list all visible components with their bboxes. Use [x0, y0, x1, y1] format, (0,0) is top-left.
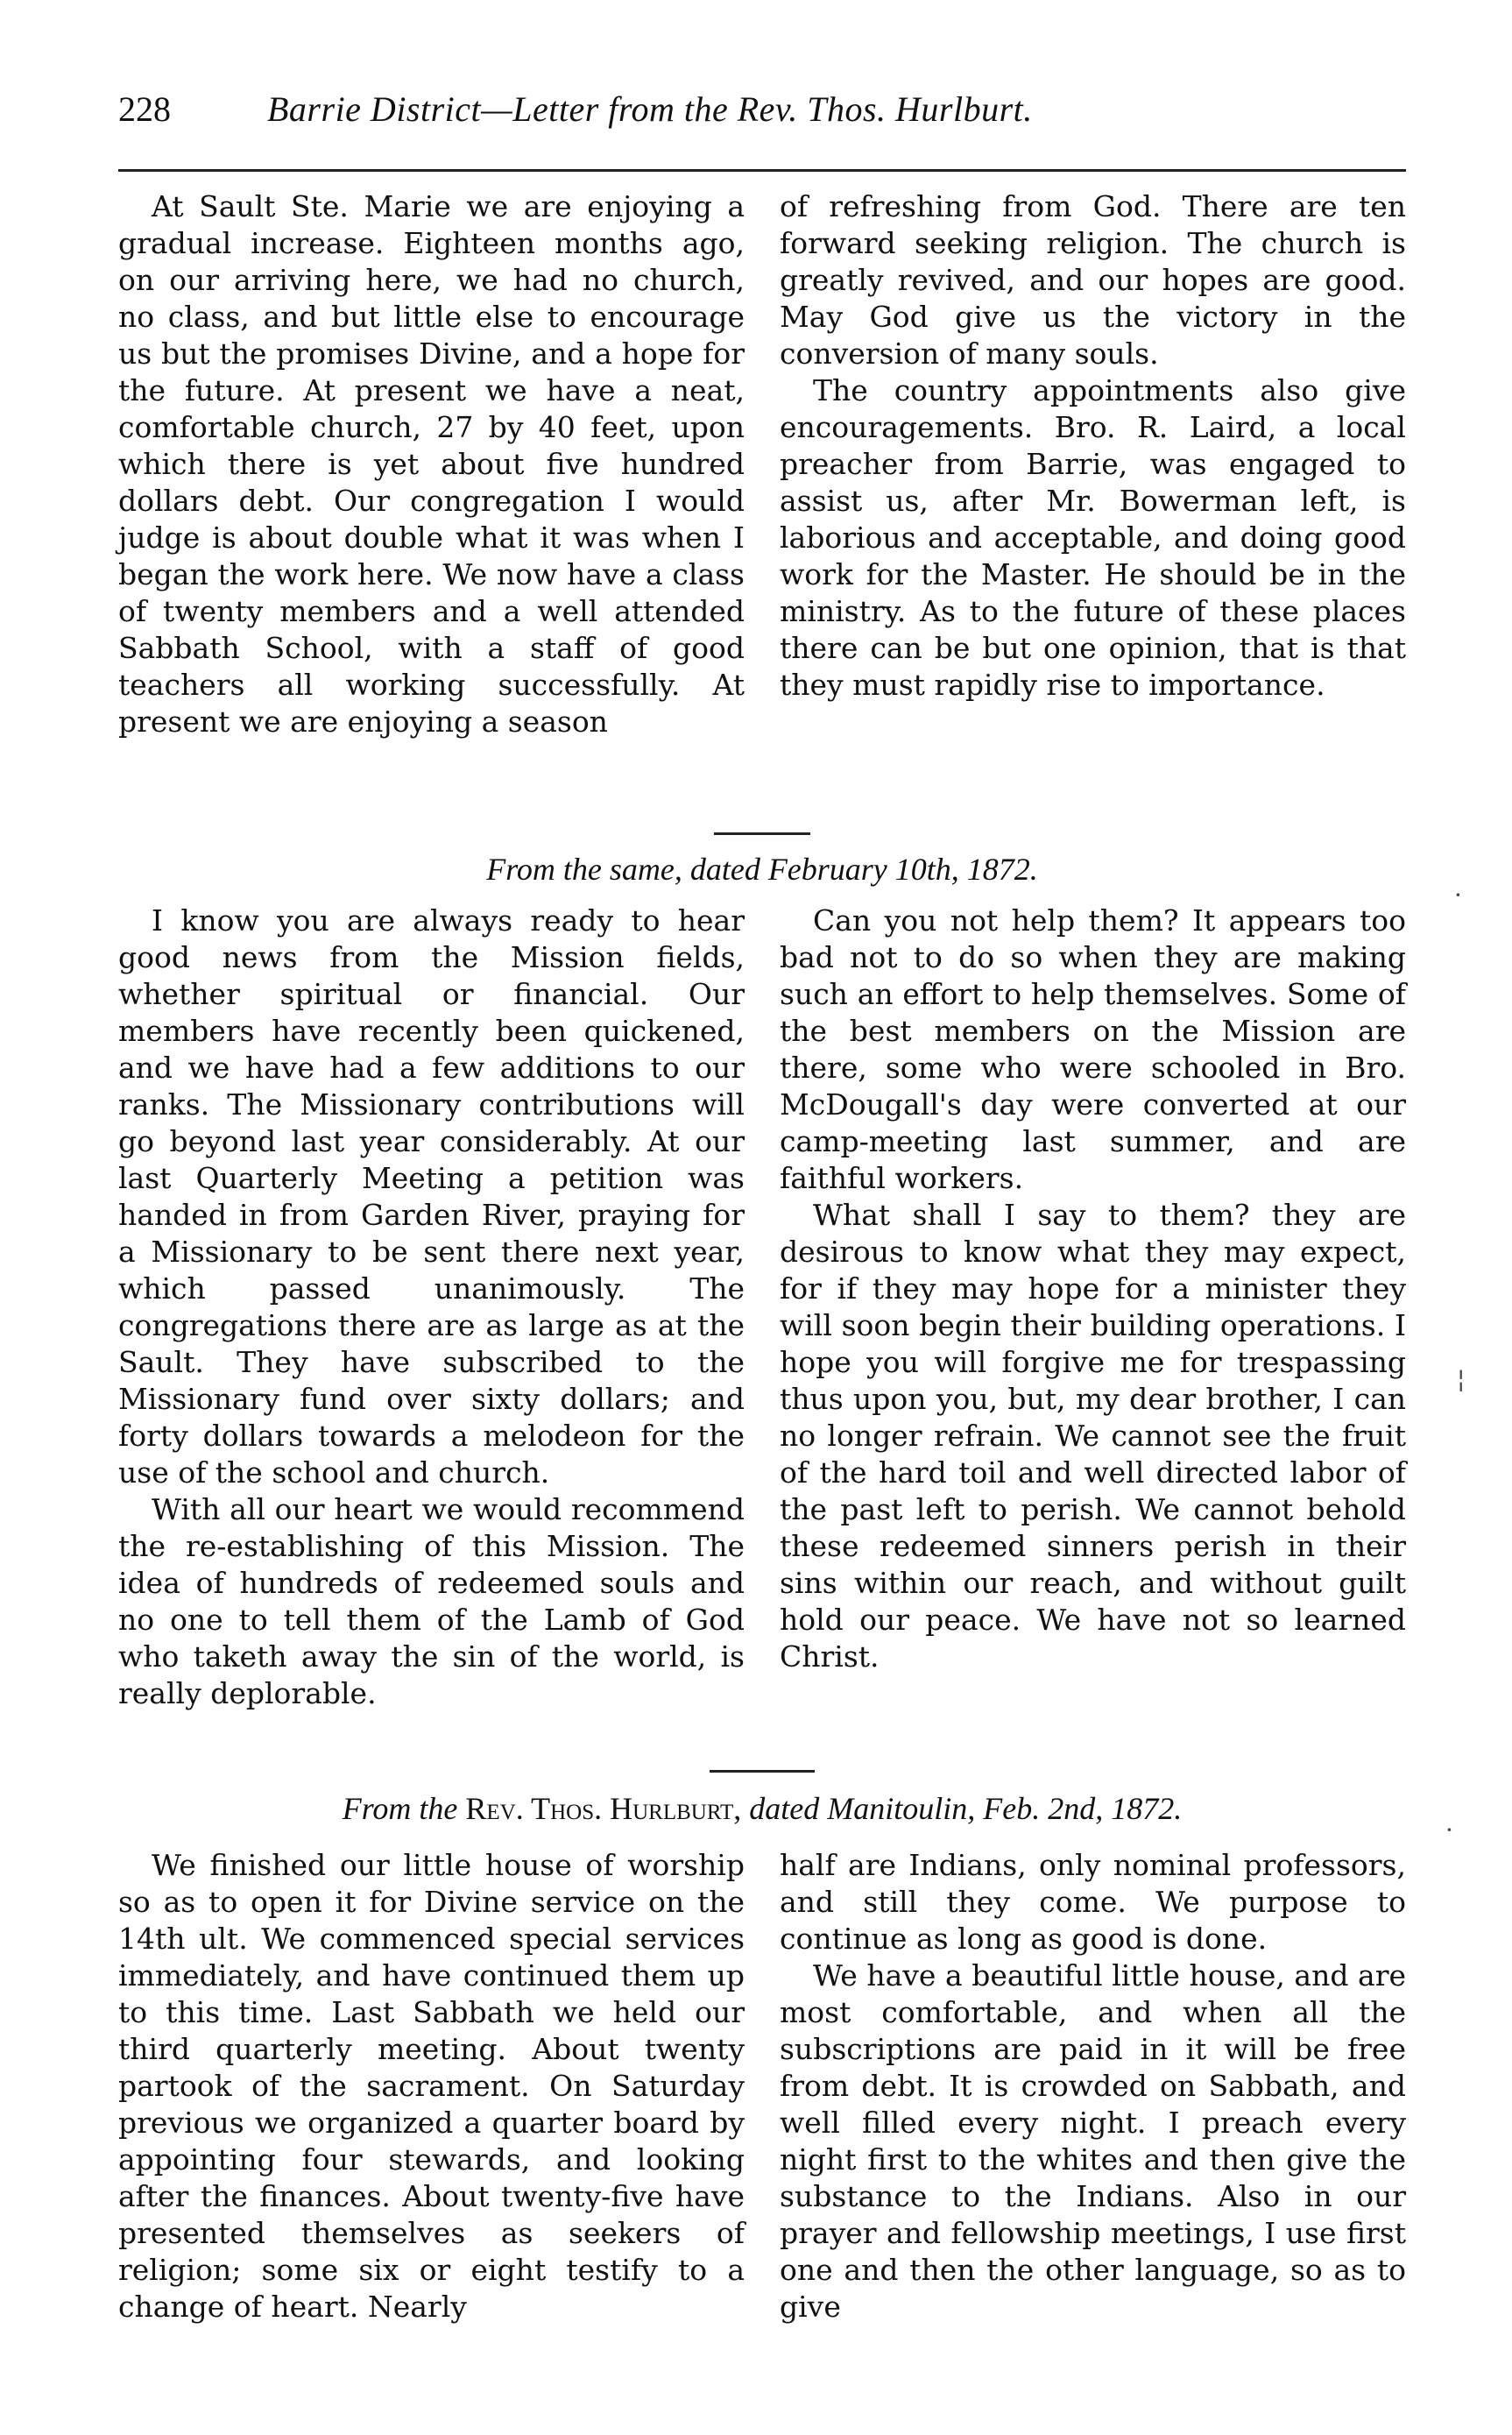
- running-title: Barrie District—Letter from the Rev. Thos. Hurlburt.: [267, 89, 1033, 129]
- section2-left-paragraph-1: I know you are always ready to hear good news from the Mission fields, whether spiritual or financial. Our members have recently been quickened, and we have had a few additions to our ranks. The Missionary contributions will go beyond last year considerably. At our last Quarterly Meeting a petition was handed in from Garden River, praying for a Missionary to be sent there next year, which passed unanimously. The congregations there are as large as at the Sault. They have subscribed to the Missionary fund over sixty dollars; and forty dollars towards a melodeon for the use of the school and church.: [118, 903, 745, 1490]
- margin-speck: ·: [1445, 1816, 1453, 1844]
- section1-left-column: [118, 188, 745, 740]
- margin-speck: ·: [1454, 881, 1462, 910]
- section2-heading: From the same, dated February 10th, 1872.: [486, 852, 1038, 887]
- section-divider-1: [714, 832, 810, 835]
- section3-left-paragraph: We finished our little house of worship so as to open it for Divine service on the 14th ult. We commenced special services immediately, and have continued them up to this time. Last Sabbath we held our third quarterly meeting. About twenty partook of the sacrament. On Saturday previous we organized a quarter board by appointing four stewards, and looking after the finances. About twenty-five have presented themselves as seekers of religion; some six or eight testify to a change of heart. Nearly: [118, 1848, 745, 2324]
- section1-right-paragraph-1: of refreshing from God. There are ten forward seeking religion. The church is greatly revived, and our hopes are good. May God give us the victory in the conversion of many souls.: [780, 189, 1406, 371]
- page-number: 228: [118, 89, 171, 129]
- section3-left-column: [118, 1847, 745, 2325]
- section-divider-2: [710, 1770, 815, 1773]
- section3-right-paragraph-2: We have a beautiful little house, and are most comfortable, and when all the subscriptions are paid in it will be free from debt. It is crowded on Sabbath, and well filled every night. I preach every night first to the whites and then give the substance to the Indians. Also in our prayer and fellowship meetings, I use first one and then the other language, so as to give: [780, 1958, 1406, 2324]
- section1-left-paragraph: At Sault Ste. Marie we are enjoying a gradual increase. Eighteen months ago, on our arriving here, we had no church, no class, and but little else to encourage us but the promises Divine, and a hope for the future. At present we have a neat, comfortable church, 27 by 40 feet, upon which there is yet about five hundred dollars debt. Our congregation I would judge is about double what it was when I began the work here. We now have a class of twenty members and a well attended Sabbath School, with a staff of good teachers all working successfully. At present we are enjoying a season: [118, 189, 745, 739]
- section1-right-paragraph-2: The country appointments also give encouragements. Bro. R. Laird, a local preacher from Barrie, was engaged to assist us, after Mr. Bowerman left, is laborious and acceptable, and doing good work for the Master. He should be in the ministry. As to the future of these places there can be but one opinion, that is that they must rapidly rise to importance.: [780, 373, 1406, 702]
- section2-left-paragraph-2: With all our heart we would recommend the re-establishing of this Mission. The idea of hundreds of redeemed souls and no one to tell them of the Lamb of God who taketh away the sin of the world, is really deplorable.: [118, 1492, 745, 1710]
- section3-heading: [118, 1787, 1406, 1830]
- page-header: [118, 83, 1406, 136]
- section2-right-column: [780, 903, 1406, 1675]
- section2-left-column: [118, 903, 745, 1712]
- header-rule: [118, 169, 1406, 172]
- section1-right-column: [780, 188, 1406, 704]
- section3-right-column: [780, 1847, 1406, 2325]
- section3-heading-name: Rev. Thos. Hurlburt,: [465, 1791, 742, 1826]
- section2-right-paragraph-1: Can you not help them? It appears too bad not to do so when they are making such an effort to help themselves. Some of the best members on the Mission are there, some who were schooled in Bro. McDougall's day were converted at our camp-meeting last summer, and are faithful workers.: [780, 903, 1406, 1195]
- section2-right-paragraph-2: What shall I say to them? they are desirous to know what they may expect, for if they may hope for a minister they will soon begin their building operations. I hope you will forgive me for trespassing thus upon you, but, my dear brother, I can no longer refrain. We cannot see the fruit of the hard toil and well directed labor of the past left to perish. We cannot behold these redeemed sinners perish in their sins within our reach, and without guilt hold our peace. We have not so learned Christ.: [780, 1198, 1406, 1674]
- margin-speck: ¦: [1457, 1364, 1466, 1393]
- section3-heading-dated: dated Manitoulin, Feb. 2nd, 1872.: [749, 1791, 1183, 1826]
- section3-right-paragraph-1: half are Indians, only nominal professors, and still they come. We purpose to continue as long as good is done.: [780, 1848, 1406, 1956]
- section3-heading-from: From the: [342, 1791, 458, 1826]
